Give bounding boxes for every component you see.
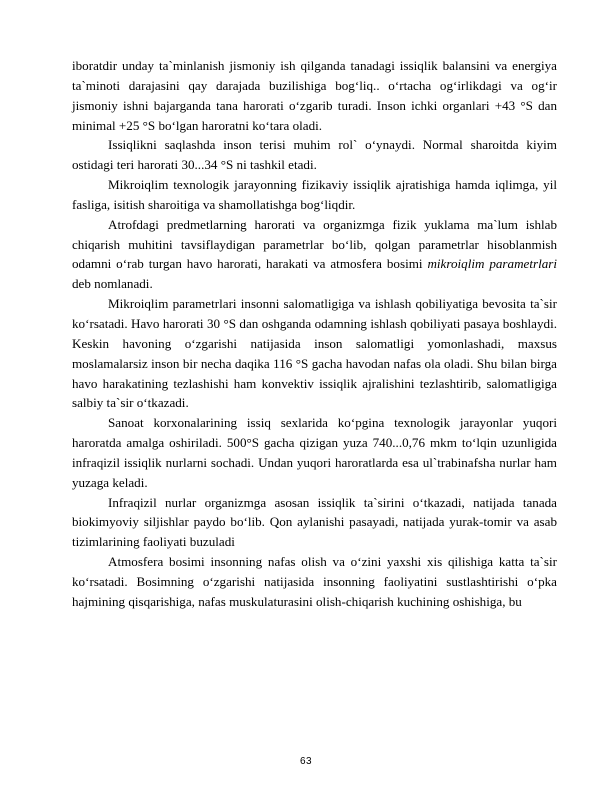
- paragraph-7: Infraqizil nurlar organizmga asosan issiqlik ta`sirini o‘tkazadi, natijada tanada biokimyoviy siljishlar paydo bo‘lib. Qon aylanishi pasayadi, natijada yurak-tomir va asab tizimlarining faoliyati buzuladi: [72, 494, 557, 550]
- paragraph-2: Issiqlikni saqlashda inson terisi muhim rol` o‘ynaydi. Normal sharoitda kiyim ostidagi teri harorati 30...34 °S ni tashkil etadi.: [72, 137, 557, 173]
- paragraph-8: Atmosfera bosimi insonning nafas olish va o‘zini yaxshi xis qilishiga katta ta`sir ko‘rsatadi. Bosimning o‘zgarishi natijasida insonning faoliyatini sustlashtirishi o‘pka hajmining qisqarishiga, nafas muskulaturasini olish-chiqarish kuchining oshishiga, bu: [72, 554, 557, 609]
- term-mikroiqlim-parametrlari: mikroiqlim parametrlari: [427, 256, 557, 272]
- paragraph-4: [72, 215, 557, 294]
- page-number: 63: [299, 756, 313, 767]
- paragraph-1: iboratdir unday ta`minlanish jismoniy ish qilganda tanadagi issiqlik balansini va energiya ta`minoti darajasini qay darajada buzilishiga bog‘liq.. o‘rtacha og‘irlikdagi va og‘ir jismoniy ishni bajarganda tana harorati o‘zgarib turadi. Inson ichki organlari +43 °S dan minimal +25 °S bo‘lgan haroratni ko‘tara oladi.: [72, 58, 557, 133]
- paragraph-4-text: Atrofdagi predmetlarning harorati va organizmga fizik yuklama ma`lum ishlab chiqarish muhitini tavsiflaydigan parametrlar bo‘lib, qolgan parametrlar hisoblanmish odamni o‘rab turgan havo harorati, harakati va atmosfera bosimi: [72, 216, 557, 272]
- paragraph-4-suffix: deb nomlanadi.: [72, 276, 153, 292]
- paragraph-6: Sanoat korxonalarining issiq sexlarida ko‘pgina texnologik jarayonlar yuqori haroratda amalga oshiriladi. 500°S gacha qizigan yuza 740...0,76 mkm to‘lqin uzunligida infraqizil issiqlik nurlarni sochadi. Undan yuqori haroratlarda esa ul`trabinafsha nurlar ham yuzaga keladi.: [72, 415, 557, 490]
- paragraph-3: Mikroiqlim texnologik jarayonning fizikaviy issiqlik ajratishiga hamda iqlimga, yil fasliga, isitish sharoitiga va shamollatishga bog‘liqdir.: [72, 177, 557, 212]
- body-text: [72, 56, 557, 612]
- paragraph-5: Mikroiqlim parametrlari insonni salomatligiga va ishlash qobiliyatiga bevosita ta`sir ko‘rsatadi. Havo harorati 30 °S dan oshganda odamning ishlash qobiliyati pasaya boshlaydi. Keskin havoning o‘zgarishi natijasida inson salomatligi yomonlashadi, maxsus moslamalarsiz inson bir necha daqika 116 °S gacha havodan nafas ola oladi. Shu bilan birga havo harakatining tezlashishi ham konvektiv issiqlik ajralishini tezlashtirib, salomatligiga salbiy ta`sir o‘tkazadi.: [72, 296, 557, 411]
